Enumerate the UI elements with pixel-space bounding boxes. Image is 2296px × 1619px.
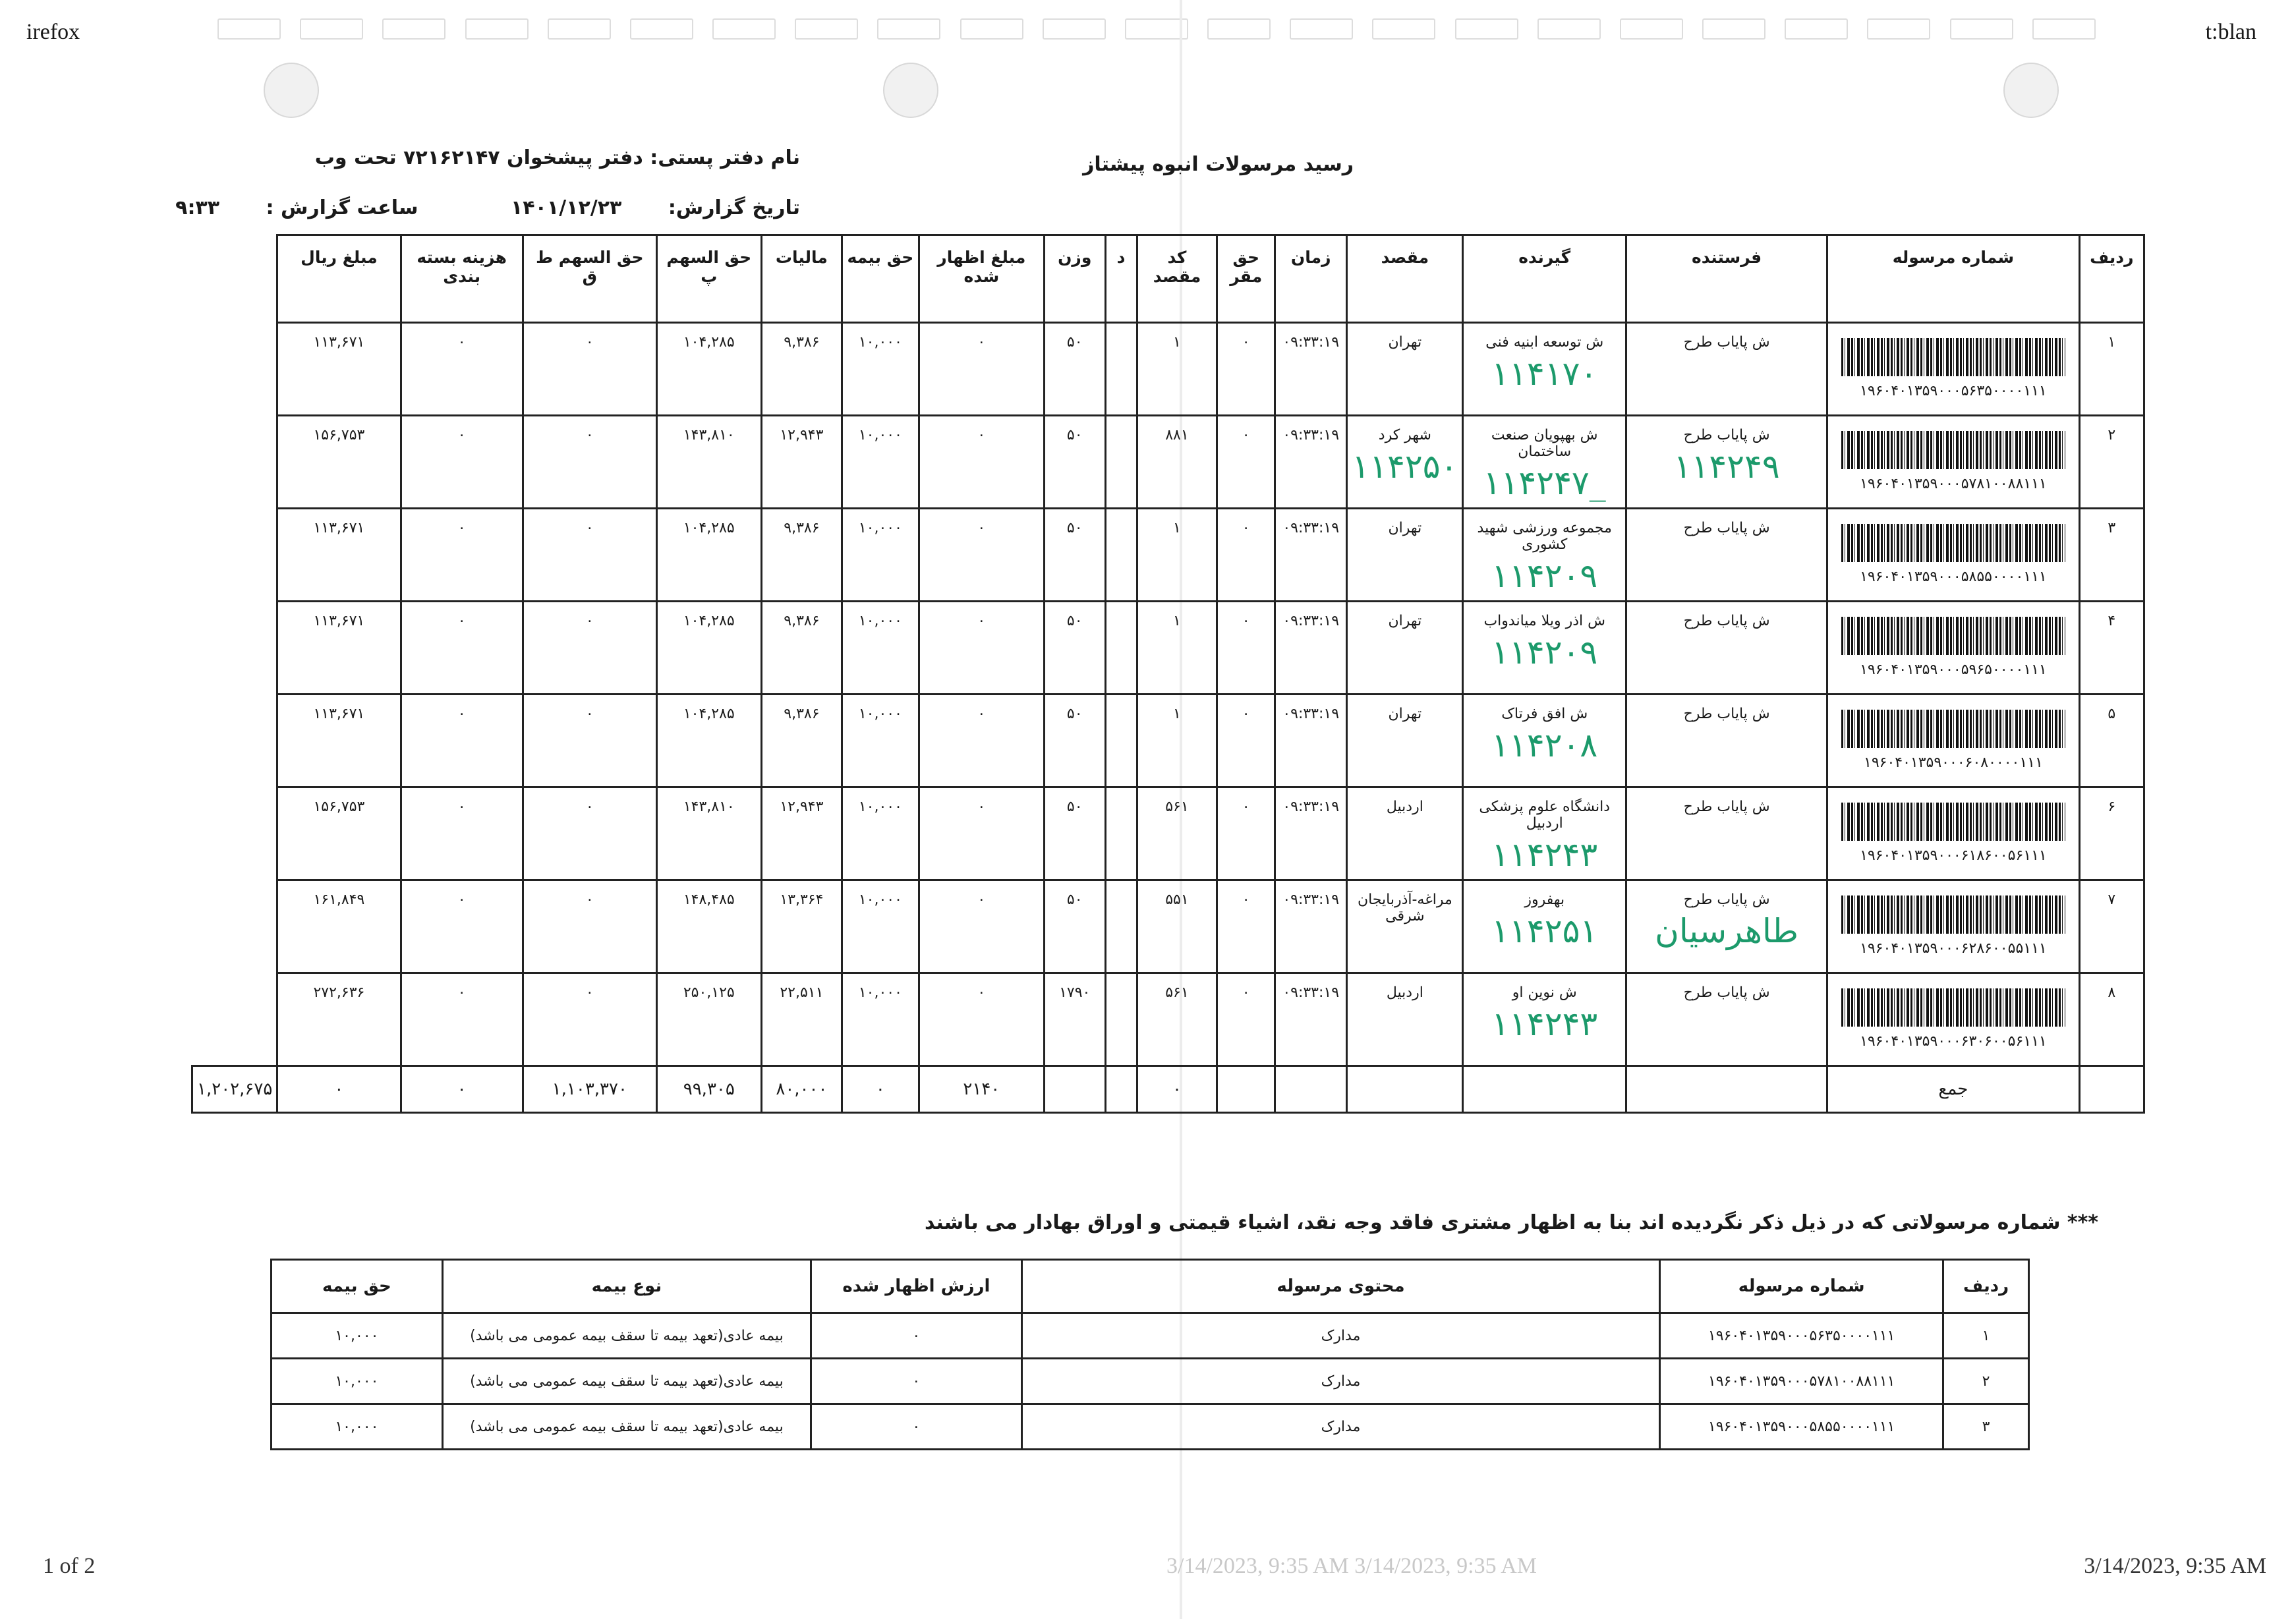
share-p-cell: ۲۵۰,۱۲۵	[656, 973, 761, 1066]
d-cell	[1105, 880, 1137, 973]
tax-cell: ۹,۳۸۶	[761, 602, 842, 695]
dest-code-cell: ۱	[1137, 323, 1217, 416]
total-blank-cell	[1626, 1066, 1827, 1113]
tax-cell: ۹,۳۸۶	[761, 509, 842, 602]
share-tq-cell: ۰	[523, 973, 656, 1066]
insurance-table	[270, 1259, 2030, 1450]
destination-name: تهران	[1388, 706, 1422, 722]
barcode-image	[1841, 895, 2065, 934]
recipient-name: مجموعه ورزشی شهید کشوری	[1477, 520, 1612, 553]
sender-cell	[1626, 509, 1827, 602]
row-number-cell: ۷	[2079, 880, 2144, 973]
tracking-cell	[1827, 695, 2079, 787]
weight-cell: ۵۰	[1044, 416, 1105, 509]
type-cell: بیمه عادی(تعهد بیمه تا سقف بیمه عمومی می باشد)	[442, 1404, 811, 1450]
recipient-handwritten-note: ۱۱۴۲۴۳	[1491, 1005, 1598, 1043]
recipient-name: بهفروز	[1524, 892, 1565, 908]
insurance-cell: ۱۰,۰۰۰	[842, 695, 919, 787]
dest-code-cell: ۵۶۱	[1137, 973, 1217, 1066]
barcode-image	[1841, 431, 2065, 469]
tracking-cell	[1827, 787, 2079, 880]
tax-cell: ۹,۳۸۶	[761, 695, 842, 787]
column-header: ارزش اظهار شده	[811, 1260, 1022, 1313]
column-header: حق مقر	[1217, 235, 1275, 323]
share-p-cell: ۱۴۳,۸۱۰	[656, 416, 761, 509]
barcode-image	[1841, 338, 2065, 376]
sender-name: ش پایاب طرح	[1683, 613, 1770, 629]
tracking-number: ۱۹۶۰۴۰۱۳۵۹۰۰۰۵۷۸۱۰۰۸۸۱۱۱	[1860, 476, 2047, 492]
share-tq-cell: ۰	[523, 880, 656, 973]
recipient-cell	[1463, 602, 1626, 695]
tax-cell: ۲۲,۵۱۱	[761, 973, 842, 1066]
recipient-name: ش اذر ویلا میاندواب	[1483, 613, 1605, 629]
total-blank-cell	[1217, 1066, 1275, 1113]
d-cell	[1105, 416, 1137, 509]
time-cell: ۰۹:۳۳:۱۹	[1275, 695, 1347, 787]
destination-name: تهران	[1388, 613, 1422, 629]
total-tax: ۹۹,۳۰۵	[656, 1066, 761, 1113]
total-blank-cell	[1347, 1066, 1463, 1113]
n-cell: ۳	[1943, 1404, 2029, 1450]
share-p-cell: ۱۰۴,۲۸۵	[656, 323, 761, 416]
content-cell: مدارک	[1021, 1404, 1660, 1450]
table-row	[192, 787, 2144, 880]
total-packing: ۰	[277, 1066, 401, 1113]
tax-cell: ۱۳,۳۶۴	[761, 880, 842, 973]
total-blank-cell	[1105, 1066, 1137, 1113]
declared-cell: ۰	[919, 787, 1044, 880]
tracking-cell: ۱۹۶۰۴۰۱۳۵۹۰۰۰۵۷۸۱۰۰۸۸۱۱۱	[1660, 1359, 1943, 1404]
recipient-cell	[1463, 880, 1626, 973]
recipient-name: ش توسعه ابنیه فنی	[1485, 334, 1604, 351]
type-cell: بیمه عادی(تعهد بیمه تا سقف بیمه عمومی می باشد)	[442, 1313, 811, 1359]
sender-cell	[1626, 323, 1827, 416]
packing-cell: ۰	[401, 695, 523, 787]
maqar-cell: ۰	[1217, 880, 1275, 973]
share-tq-cell: ۰	[523, 323, 656, 416]
packing-cell: ۰	[401, 602, 523, 695]
insurance-cell: ۱۰,۰۰۰	[842, 880, 919, 973]
destination-cell	[1347, 880, 1463, 973]
row-number-cell: ۱	[2079, 323, 2144, 416]
tracking-number: ۱۹۶۰۴۰۱۳۵۹۰۰۰۵۶۳۵۰۰۰۰۱۱۱	[1860, 383, 2047, 399]
column-header: فرستنده	[1626, 235, 1827, 323]
amount-cell: ۱۱۳,۶۷۱	[277, 602, 401, 695]
column-header: کد مقصد	[1137, 235, 1217, 323]
total-amount: ۱,۲۰۲,۶۷۵	[192, 1066, 277, 1113]
row-number-cell: ۴	[2079, 602, 2144, 695]
total-insurance: ۸۰,۰۰۰	[761, 1066, 842, 1113]
time-cell: ۰۹:۳۳:۱۹	[1275, 323, 1347, 416]
total-share-tq: ۰	[401, 1066, 523, 1113]
maqar-cell: ۰	[1217, 509, 1275, 602]
dest-code-cell: ۵۵۱	[1137, 880, 1217, 973]
tax-cell: ۹,۳۸۶	[761, 323, 842, 416]
destination-cell	[1347, 509, 1463, 602]
column-header: حق بیمه	[842, 235, 919, 323]
declared-cell: ۰	[811, 1359, 1022, 1404]
report-date	[175, 196, 800, 219]
browser-tab-strip	[217, 18, 2096, 50]
punch-hole	[2003, 63, 2059, 118]
declared-cell: ۰	[811, 1404, 1022, 1450]
column-header: حق السهم ط ق	[523, 235, 656, 323]
time-cell: ۰۹:۳۳:۱۹	[1275, 416, 1347, 509]
amount-cell: ۱۶۱,۸۴۹	[277, 880, 401, 973]
share-p-cell: ۱۴۳,۸۱۰	[656, 787, 761, 880]
share-p-cell: ۱۰۴,۲۸۵	[656, 695, 761, 787]
share-tq-cell: ۰	[523, 509, 656, 602]
sender-cell	[1626, 973, 1827, 1066]
column-header: مبلغ ریال	[277, 235, 401, 323]
table-row	[192, 509, 2144, 602]
share-tq-cell: ۰	[523, 602, 656, 695]
table-row	[272, 1313, 2029, 1359]
table-row	[192, 416, 2144, 509]
table-row	[192, 602, 2144, 695]
bleed-through-timestamps: 3/14/2023, 9:35 AM 3/14/2023, 9:35 AM	[1166, 1554, 1537, 1578]
tracking-number: ۱۹۶۰۴۰۱۳۵۹۰۰۰۶۳۰۶۰۰۵۶۱۱۱	[1860, 1033, 2047, 1050]
amount-cell: ۱۱۳,۶۷۱	[277, 509, 401, 602]
time-cell: ۰۹:۳۳:۱۹	[1275, 880, 1347, 973]
column-header: مبلغ اظهار شده	[919, 235, 1044, 323]
barcode-image	[1841, 524, 2065, 562]
receipt-title: رسید مرسولات انبوه پیشتاز	[1083, 153, 1354, 176]
maqar-cell: ۰	[1217, 602, 1275, 695]
destination-name: اردبیل	[1386, 799, 1423, 815]
punch-hole	[883, 63, 938, 118]
table-row	[192, 973, 2144, 1066]
destination-cell	[1347, 416, 1463, 509]
amount-cell: ۲۷۲,۶۳۶	[277, 973, 401, 1066]
recipient-cell	[1463, 323, 1626, 416]
office-name	[315, 146, 800, 169]
tracking-number: ۱۹۶۰۴۰۱۳۵۹۰۰۰۶۱۸۶۰۰۵۶۱۱۱	[1860, 847, 2047, 864]
total-weight: ۲۱۴۰	[919, 1066, 1044, 1113]
column-header: شماره مرسوله	[1827, 235, 2079, 323]
declared-cell: ۰	[919, 880, 1044, 973]
sender-cell	[1626, 787, 1827, 880]
share-p-cell: ۱۰۴,۲۸۵	[656, 509, 761, 602]
destination-cell	[1347, 602, 1463, 695]
recipient-name: ش بهپویان صنعت ساختمان	[1491, 427, 1598, 460]
time-cell: ۰۹:۳۳:۱۹	[1275, 509, 1347, 602]
recipient-handwritten-note: ۱۱۴۲۰۸	[1491, 726, 1598, 764]
premium-cell: ۱۰,۰۰۰	[272, 1359, 443, 1404]
recipient-handwritten-note: ۱۱۴۲۰۹	[1491, 633, 1598, 671]
share-tq-cell: ۰	[523, 787, 656, 880]
date-value: ۱۴۰۱/۱۲/۲۳	[510, 196, 622, 219]
recipient-handwritten-note: ۱۱۴۲۴۷_	[1483, 464, 1606, 502]
packing-cell: ۰	[401, 509, 523, 602]
destination-name: اردبیل	[1386, 984, 1423, 1001]
column-header: ردیف	[1943, 1260, 2029, 1313]
browser-title-right: t:blan	[2205, 20, 2256, 44]
total-maqar: ۰	[1137, 1066, 1217, 1113]
tracking-number: ۱۹۶۰۴۰۱۳۵۹۰۰۰۶۰۸۰۰۰۰۱۱۱	[1864, 754, 2043, 771]
tracking-cell: ۱۹۶۰۴۰۱۳۵۹۰۰۰۵۶۳۵۰۰۰۰۱۱۱	[1660, 1313, 1943, 1359]
tax-cell: ۱۲,۹۴۳	[761, 787, 842, 880]
column-header: گیرنده	[1463, 235, 1626, 323]
barcode-image	[1841, 803, 2065, 841]
column-header: ردیف	[2079, 235, 2144, 323]
premium-cell: ۱۰,۰۰۰	[272, 1404, 443, 1450]
packing-cell: ۰	[401, 323, 523, 416]
total-label: جمع	[1827, 1066, 2079, 1113]
browser-title-left: irefox	[26, 20, 80, 44]
dest-code-cell: ۱	[1137, 695, 1217, 787]
tracking-number: ۱۹۶۰۴۰۱۳۵۹۰۰۰۵۸۵۵۰۰۰۰۱۱۱	[1860, 569, 2047, 585]
sender-cell	[1626, 695, 1827, 787]
tracking-cell	[1827, 416, 2079, 509]
tracking-cell	[1827, 509, 2079, 602]
sender-name: ش پایاب طرح	[1683, 520, 1770, 536]
time-cell: ۰۹:۳۳:۱۹	[1275, 973, 1347, 1066]
sender-name: ش پایاب طرح	[1683, 706, 1770, 722]
shipments-header-row	[192, 235, 2144, 323]
row-number-cell: ۸	[2079, 973, 2144, 1066]
d-cell	[1105, 787, 1137, 880]
row-number-cell: ۳	[2079, 509, 2144, 602]
total-blank-cell	[1044, 1066, 1105, 1113]
column-header: محتوی مرسوله	[1021, 1260, 1660, 1313]
content-cell: مدارک	[1021, 1313, 1660, 1359]
office-label: نام دفتر پستی:	[650, 146, 800, 169]
weight-cell: ۱۷۹۰	[1044, 973, 1105, 1066]
page-counter: 1 of 2	[43, 1554, 96, 1578]
column-header: حق بیمه	[272, 1260, 443, 1313]
sender-name: ش پایاب طرح	[1683, 799, 1770, 815]
insurance-cell: ۱۰,۰۰۰	[842, 787, 919, 880]
packing-cell: ۰	[401, 787, 523, 880]
total-blank-cell	[2079, 1066, 2144, 1113]
recipient-name: ش افق فرتاک	[1501, 706, 1588, 722]
packing-cell: ۰	[401, 880, 523, 973]
shipments-table	[191, 234, 2145, 1114]
weight-cell: ۵۰	[1044, 787, 1105, 880]
d-cell	[1105, 509, 1137, 602]
column-header: مالیات	[761, 235, 842, 323]
packing-cell: ۰	[401, 973, 523, 1066]
time-cell: ۰۹:۳۳:۱۹	[1275, 602, 1347, 695]
total-blank-cell	[1463, 1066, 1626, 1113]
recipient-cell	[1463, 416, 1626, 509]
recipient-cell	[1463, 973, 1626, 1066]
premium-cell: ۱۰,۰۰۰	[272, 1313, 443, 1359]
insurance-cell: ۱۰,۰۰۰	[842, 973, 919, 1066]
recipient-cell	[1463, 787, 1626, 880]
share-p-cell: ۱۰۴,۲۸۵	[656, 602, 761, 695]
declared-cell: ۰	[811, 1313, 1022, 1359]
total-row	[192, 1066, 2144, 1113]
sender-name: ش پایاب طرح	[1683, 984, 1770, 1001]
sender-cell	[1626, 880, 1827, 973]
amount-cell: ۱۱۳,۶۷۱	[277, 323, 401, 416]
maqar-cell: ۰	[1217, 787, 1275, 880]
destination-name: مراغه-آذربایجان شرقی	[1357, 892, 1452, 924]
d-cell	[1105, 973, 1137, 1066]
packing-cell: ۰	[401, 416, 523, 509]
print-timestamp: 3/14/2023, 9:35 AM	[2084, 1554, 2266, 1578]
d-cell	[1105, 602, 1137, 695]
insurance-cell: ۱۰,۰۰۰	[842, 602, 919, 695]
dest-code-cell: ۸۸۱	[1137, 416, 1217, 509]
barcode-image	[1841, 988, 2065, 1027]
d-cell	[1105, 323, 1137, 416]
n-cell: ۲	[1943, 1359, 2029, 1404]
weight-cell: ۵۰	[1044, 880, 1105, 973]
destination-cell	[1347, 695, 1463, 787]
dest-code-cell: ۱	[1137, 509, 1217, 602]
destination-name: تهران	[1388, 520, 1422, 536]
insurance-cell: ۱۰,۰۰۰	[842, 509, 919, 602]
recipient-handwritten-note: ۱۱۴۲۰۹	[1491, 557, 1598, 595]
insurance-cell: ۱۰,۰۰۰	[842, 416, 919, 509]
destination-handwritten-note: ۱۱۴۲۵۰	[1352, 447, 1458, 486]
sender-cell	[1626, 416, 1827, 509]
time-cell: ۰۹:۳۳:۱۹	[1275, 787, 1347, 880]
sender-handwritten-note: ۱۱۴۲۴۹	[1673, 447, 1780, 486]
total-share-p: ۱,۱۰۳,۳۷۰	[523, 1066, 656, 1113]
table-row	[192, 323, 2144, 416]
maqar-cell: ۰	[1217, 973, 1275, 1066]
recipient-handwritten-note: ۱۱۴۲۴۳	[1491, 836, 1598, 874]
recipient-name: دانشگاه علوم پزشکی اردبیل	[1479, 799, 1611, 832]
maqar-cell: ۰	[1217, 695, 1275, 787]
recipient-cell	[1463, 509, 1626, 602]
tracking-cell: ۱۹۶۰۴۰۱۳۵۹۰۰۰۵۸۵۵۰۰۰۰۱۱۱	[1660, 1404, 1943, 1450]
column-header: شماره مرسوله	[1660, 1260, 1943, 1313]
sender-name: ش پایاب طرح	[1683, 427, 1770, 443]
declared-cell: ۰	[919, 323, 1044, 416]
punch-hole	[264, 63, 319, 118]
destination-cell	[1347, 787, 1463, 880]
weight-cell: ۵۰	[1044, 695, 1105, 787]
declared-cell: ۰	[919, 602, 1044, 695]
sender-handwritten-note: طاهرسیان	[1655, 912, 1799, 950]
column-header: مقصد	[1347, 235, 1463, 323]
recipient-handwritten-note: ۱۱۴۱۷۰	[1491, 355, 1598, 393]
row-number-cell: ۶	[2079, 787, 2144, 880]
office-value: دفتر پیشخوان ۷۲۱۶۲۱۴۷ تحت وب	[314, 146, 643, 169]
amount-cell: ۱۵۶,۷۵۳	[277, 416, 401, 509]
tracking-cell	[1827, 323, 2079, 416]
sender-cell	[1626, 602, 1827, 695]
dest-code-cell: ۱	[1137, 602, 1217, 695]
declared-cell: ۰	[919, 973, 1044, 1066]
tax-cell: ۱۲,۹۴۳	[761, 416, 842, 509]
destination-name: تهران	[1388, 334, 1422, 351]
recipient-cell	[1463, 695, 1626, 787]
destination-cell	[1347, 323, 1463, 416]
share-tq-cell: ۰	[523, 416, 656, 509]
column-header: هزینه بسته بندی	[401, 235, 523, 323]
table-row	[272, 1404, 2029, 1450]
content-cell: مدارک	[1021, 1359, 1660, 1404]
total-blank-cell	[1275, 1066, 1347, 1113]
weight-cell: ۵۰	[1044, 602, 1105, 695]
maqar-cell: ۰	[1217, 323, 1275, 416]
table-row	[272, 1359, 2029, 1404]
tracking-number: ۱۹۶۰۴۰۱۳۵۹۰۰۰۶۲۸۶۰۰۵۵۱۱۱	[1860, 940, 2047, 957]
column-header: زمان	[1275, 235, 1347, 323]
insurance-cell: ۱۰,۰۰۰	[842, 323, 919, 416]
share-p-cell: ۱۴۸,۴۸۵	[656, 880, 761, 973]
sender-name: ش پایاب طرح	[1683, 334, 1770, 351]
dest-code-cell: ۵۶۱	[1137, 787, 1217, 880]
row-number-cell: ۲	[2079, 416, 2144, 509]
barcode-image	[1841, 617, 2065, 655]
column-header: وزن	[1044, 235, 1105, 323]
column-header: نوع بیمه	[442, 1260, 811, 1313]
declared-cell: ۰	[919, 416, 1044, 509]
tracking-cell	[1827, 880, 2079, 973]
disclaimer-note: *** شماره مرسولاتی که در ذیل ذکر نگردیده اند بنا به اظهار مشتری فاقد وجه نقد، اشیاء قیمتی و اوراق بهادار می باشند	[925, 1211, 2098, 1234]
column-header: د	[1105, 235, 1137, 323]
row-number-cell: ۵	[2079, 695, 2144, 787]
destination-name: شهر کرد	[1378, 427, 1431, 443]
insurance-header-row	[272, 1260, 2029, 1313]
time-value: ۹:۳۳	[175, 196, 220, 219]
time-label: ساعت گزارش :	[266, 196, 418, 219]
amount-cell: ۱۵۶,۷۵۳	[277, 787, 401, 880]
column-header: حق السهم پ	[656, 235, 761, 323]
tracking-cell	[1827, 602, 2079, 695]
table-row	[192, 695, 2144, 787]
recipient-name: ش نوین او	[1512, 984, 1577, 1001]
tracking-cell	[1827, 973, 2079, 1066]
sender-name: ش پایاب طرح	[1683, 892, 1770, 908]
d-cell	[1105, 695, 1137, 787]
maqar-cell: ۰	[1217, 416, 1275, 509]
weight-cell: ۵۰	[1044, 323, 1105, 416]
declared-cell: ۰	[919, 695, 1044, 787]
tracking-number: ۱۹۶۰۴۰۱۳۵۹۰۰۰۵۹۶۵۰۰۰۰۱۱۱	[1860, 662, 2047, 678]
type-cell: بیمه عادی(تعهد بیمه تا سقف بیمه عمومی می باشد)	[442, 1359, 811, 1404]
table-row	[192, 880, 2144, 973]
amount-cell: ۱۱۳,۶۷۱	[277, 695, 401, 787]
barcode-image	[1841, 710, 2065, 748]
share-tq-cell: ۰	[523, 695, 656, 787]
destination-cell	[1347, 973, 1463, 1066]
recipient-handwritten-note: ۱۱۴۲۵۱	[1491, 912, 1598, 950]
weight-cell: ۵۰	[1044, 509, 1105, 602]
total-declared: ۰	[842, 1066, 919, 1113]
n-cell: ۱	[1943, 1313, 2029, 1359]
date-label: تاریخ گزارش:	[668, 196, 800, 219]
declared-cell: ۰	[919, 509, 1044, 602]
